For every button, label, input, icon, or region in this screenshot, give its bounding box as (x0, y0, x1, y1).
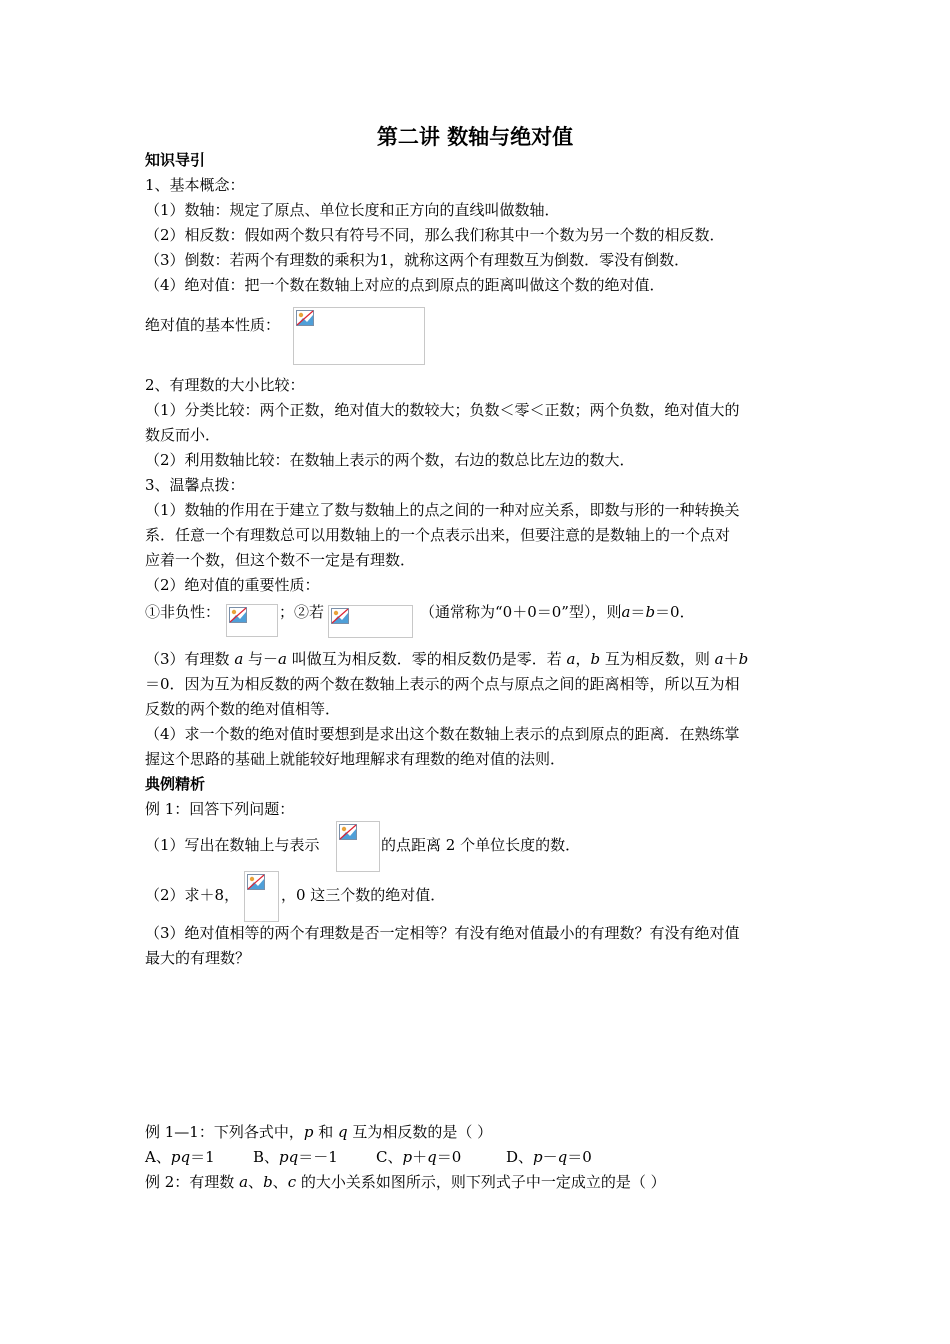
concept-number-line: （1）数轴：规定了原点、单位长度和正方向的直线叫做数轴． (145, 201, 560, 219)
tips-item3-line2: ＝0．因为互为相反数的两个数在数轴上表示的两个点与原点之间的距离相等，所以互为相 (145, 675, 740, 693)
option-d: D、p－q＝0 (506, 1148, 592, 1166)
option-a: A、pq＝1 (145, 1148, 215, 1166)
example1-question2: （2）求＋8， (145, 886, 240, 904)
formula-image-placeholder (328, 605, 413, 638)
tips-item1-line3: 应着一个数，但这个数不一定是有理数． (145, 551, 416, 569)
formula-image-placeholder (336, 821, 380, 872)
example1-question1-rest: 的点距离 2 个单位长度的数． (381, 836, 581, 854)
section-heading-examples: 典例精析 (145, 775, 206, 793)
tips-item4-line2: 握这个思路的基础上就能较好地理解求有理数的绝对值的法则． (145, 750, 566, 768)
formula-image-placeholder (226, 604, 278, 637)
comparison-item2: （2）利用数轴比较：在数轴上表示的两个数，右边的数总比左边的数大． (145, 451, 635, 469)
broken-image-icon (247, 874, 265, 890)
tips-item2: （2）绝对值的重要性质： (145, 576, 320, 594)
broken-image-icon (229, 607, 247, 623)
prop-type-description: （通常称为“0＋0＝0”型），则a＝b＝0． (420, 603, 695, 621)
paragraph-basic-concepts-title: 1、基本概念： (145, 176, 245, 194)
example2-question: 例 2：有理数 a、b、c 的大小关系如图所示，则下列式子中一定成立的是（ ） (145, 1173, 666, 1191)
tips-item4-line1: （4）求一个数的绝对值时要想到是求出这个数在数轴上表示的点到原点的距离．在熟练掌 (145, 725, 740, 743)
tips-item1-line2: 系．任意一个有理数总可以用数轴上的一个点表示出来，但要注意的是数轴上的一个点对 (145, 526, 731, 544)
comparison-item1-line1: （1）分类比较：两个正数，绝对值大的数较大；负数＜零＜正数；两个负数，绝对值大的 (145, 401, 740, 419)
option-b: B、pq＝－1 (253, 1148, 338, 1166)
concept-opposite-number: （2）相反数：假如两个数只有符号不同，那么我们称其中一个数为另一个数的相反数． (145, 226, 725, 244)
example1-question3-line1: （3）绝对值相等的两个有理数是否一定相等？有没有绝对值最小的有理数？有没有绝对值 (145, 924, 740, 942)
abs-property-label: 绝对值的基本性质： (145, 316, 281, 334)
paragraph-comparison-title: 2、有理数的大小比较： (145, 376, 305, 394)
broken-image-icon (296, 310, 314, 326)
tips-item3-line1: （3）有理数 a 与－a 叫做互为相反数．零的相反数仍是零．若 a，b 互为相反数，则 a＋b (145, 650, 749, 668)
example1-question1: （1）写出在数轴上与表示 (145, 836, 320, 854)
concept-reciprocal: （3）倒数：若两个有理数的乘积为1，就称这两个有理数互为倒数．零没有倒数． (145, 251, 690, 269)
prop-nonnegative-label: ①非负性： (145, 603, 221, 621)
formula-image-placeholder (244, 871, 279, 922)
page-title: 第二讲 数轴与绝对值 (376, 125, 574, 149)
example1-question3-line2: 最大的有理数？ (145, 949, 251, 967)
tips-item3-line3: 反数的两个数的绝对值相等． (145, 700, 341, 718)
abs-property-line (145, 313, 810, 338)
example1-1-question: 例 1—1：下列各式中，p 和 q 互为相反数的是（ ） (145, 1123, 493, 1141)
concept-absolute-value: （4）绝对值：把一个数在数轴上对应的点到原点的距离叫做这个数的绝对值． (145, 276, 665, 294)
broken-image-icon (331, 608, 349, 624)
prop-separator: ；②若 (279, 603, 325, 621)
section-heading-knowledge: 知识导引 (145, 151, 206, 169)
broken-image-icon (339, 824, 357, 840)
tips-item1-line1: （1）数轴的作用在于建立了数与数轴上的点之间的一种对应关系，即数与形的一种转换关 (145, 501, 740, 519)
paragraph-tips-title: 3、温馨点拨： (145, 476, 245, 494)
formula-image-placeholder (293, 307, 425, 365)
example1-title: 例 1：回答下列问题： (145, 800, 295, 818)
comparison-item1-line2: 数反而小． (145, 426, 221, 444)
example1-question2-rest: ，0 这三个数的绝对值． (281, 886, 446, 904)
option-c: C、p＋q＝0 (376, 1148, 462, 1166)
